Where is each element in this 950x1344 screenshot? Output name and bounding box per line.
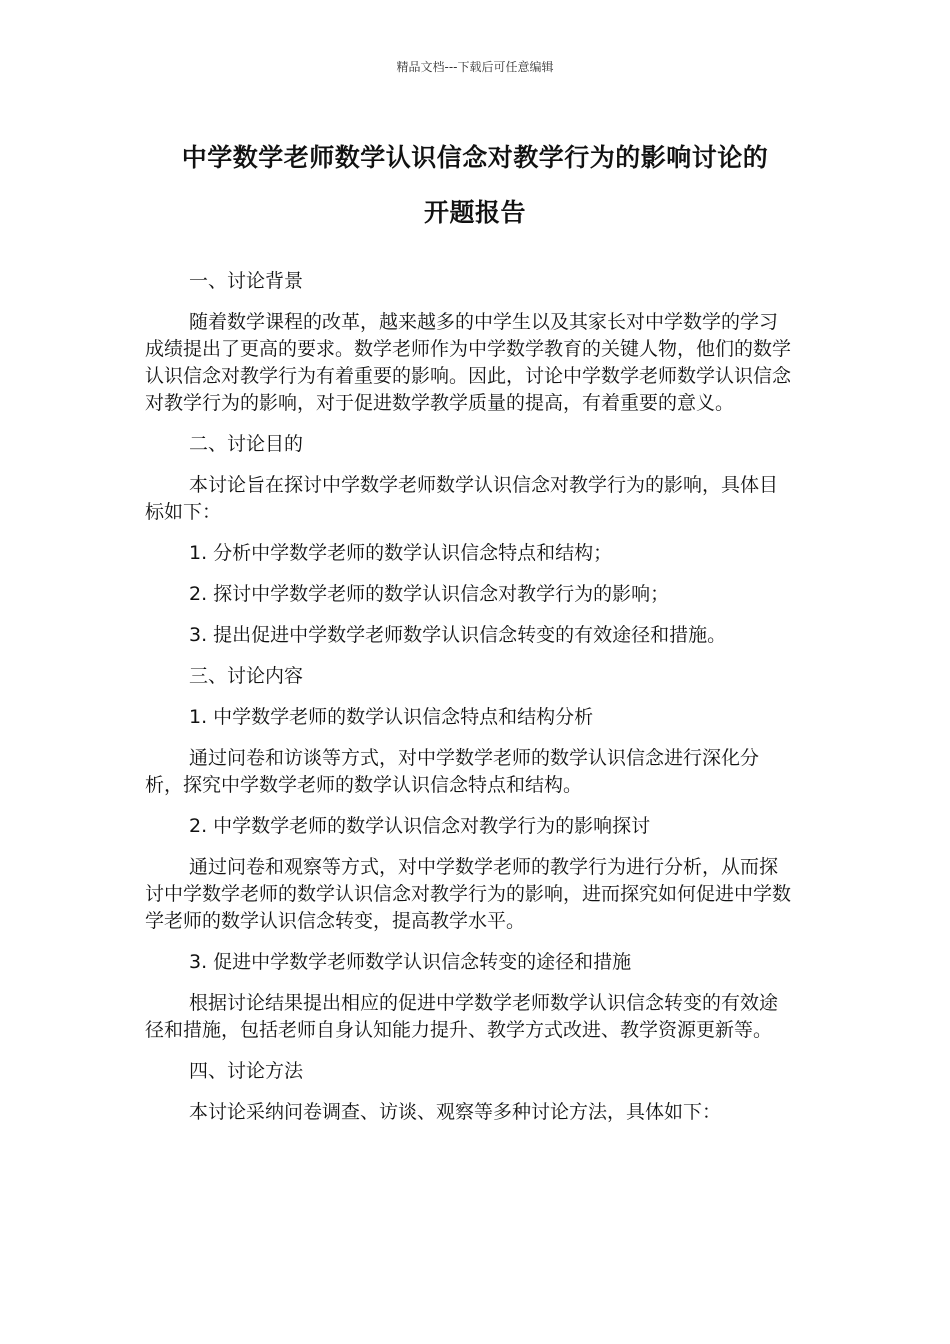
section-heading-method: 四、讨论方法: [189, 1060, 304, 1082]
document-title-line-2: 开题报告: [423, 198, 526, 227]
subheading-content-2: 2. 中学数学老师的数学认识信念对教学行为的影响探讨: [189, 815, 651, 837]
header-note: 精品文档---下载后可任意编辑: [396, 60, 554, 74]
section-heading-content: 三、讨论内容: [189, 665, 304, 687]
document-body: [145, 268, 795, 1140]
paragraph-content-3: 根据讨论结果提出相应的促进中学数学老师数学认识信念转变的有效途径和措施，包括老师自身认知能力提升、教学方式改进、教学资源更新等。: [145, 992, 779, 1041]
list-item-goal-1: 1. 分析中学数学老师的数学认识信念特点和结构；: [189, 542, 613, 564]
paragraph-content-1: 通过问卷和访谈等方式，对中学数学老师的数学认识信念进行深化分析，探究中学数学老师的数学认识信念特点和结构。: [145, 747, 760, 796]
section-heading-purpose: 二、讨论目的: [189, 433, 304, 455]
list-item-goal-2: 2. 探讨中学数学老师的数学认识信念对教学行为的影响；: [189, 583, 670, 605]
section-heading-background: 一、讨论背景: [189, 270, 304, 292]
paragraph-purpose: 本讨论旨在探讨中学数学老师数学认识信念对教学行为的影响，具体目标如下：: [145, 474, 779, 523]
subheading-content-3: 3. 促进中学数学老师数学认识信念转变的途径和措施: [189, 951, 632, 973]
document-title-line-1: 中学数学老师数学认识信念对教学行为的影响讨论的: [181, 143, 769, 172]
paragraph-background: 随着数学课程的改革，越来越多的中学生以及其家长对中学数学的学习成绩提出了更高的要求。数学老师作为中学数学教育的关键人物，他们的数学认识信念对教学行为有着重要的影响。因此，讨论中学数学老师数学认识信念对教学行为的影响，对于促进数学教学质量的提高，有着重要的意义。: [145, 311, 792, 414]
paragraph-content-2: 通过问卷和观察等方式，对中学数学老师的教学行为进行分析，从而探讨中学数学老师的数学认识信念对教学行为的影响，进而探究如何促进中学数学老师的数学认识信念转变，提高教学水平。: [145, 856, 792, 932]
paragraph-method: 本讨论采纳问卷调查、访谈、观察等多种讨论方法，具体如下：: [189, 1101, 722, 1123]
subheading-content-1: 1. 中学数学老师的数学认识信念特点和结构分析: [189, 706, 594, 728]
list-item-goal-3: 3. 提出促进中学数学老师数学认识信念转变的有效途径和措施。: [189, 624, 727, 646]
